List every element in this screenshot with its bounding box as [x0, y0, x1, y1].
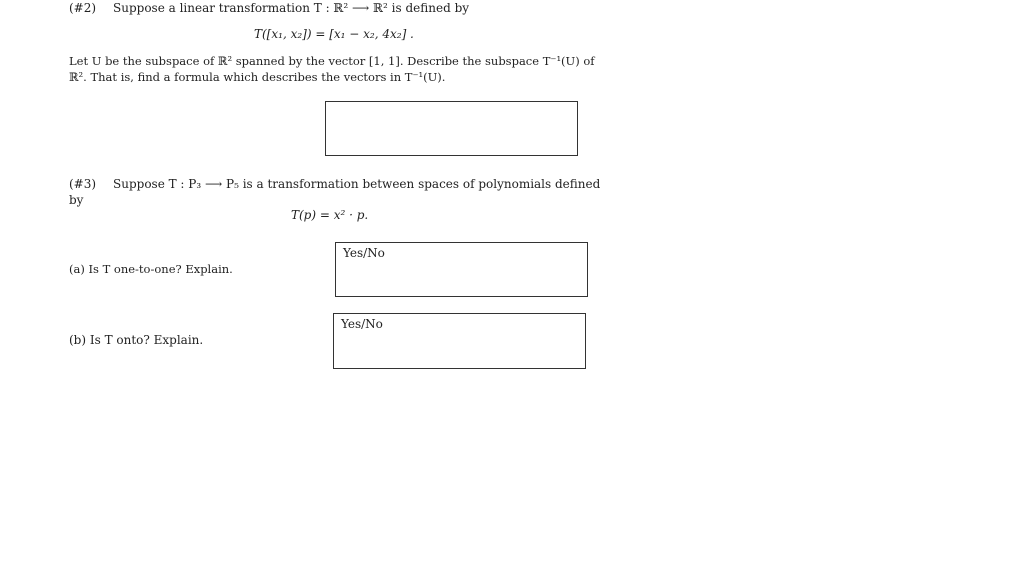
part-a-answer-box[interactable]	[335, 242, 588, 297]
part-a-question: (a) Is T one-to-one? Explain.	[69, 262, 233, 276]
problem-3-intro-line1: Suppose T : P₃ ⟶ P₅ is a transformation between spaces of polynomials defined	[113, 177, 601, 191]
problem-2-question-line2: ℝ². That is, find a formula which describes the vectors in T⁻¹(U).	[69, 70, 446, 84]
problem-2-number: (#2)	[69, 1, 97, 15]
problem-2-answer-box[interactable]	[325, 101, 578, 156]
problem-2-formula: T([x₁, x₂]) = [x₁ − x₂, 4x₂] .	[254, 27, 414, 41]
problem-2-question-line1: Let U be the subspace of ℝ² spanned by the vector [1, 1]. Describe the subspace T⁻¹(U) of	[69, 54, 595, 68]
problem-3-formula: T(p) = x² · p.	[291, 208, 369, 222]
problem-3-intro-line2: by	[69, 193, 84, 207]
problem-2-intro: Suppose a linear transformation T : ℝ² ⟶ ℝ² is defined by	[113, 1, 470, 15]
part-b-question: (b) Is T onto? Explain.	[69, 333, 204, 347]
part-a-answer-placeholder: Yes/No	[343, 246, 385, 260]
part-b-answer-placeholder: Yes/No	[341, 317, 383, 331]
problem-3-number: (#3)	[69, 177, 97, 191]
part-b-answer-box[interactable]	[333, 313, 586, 369]
